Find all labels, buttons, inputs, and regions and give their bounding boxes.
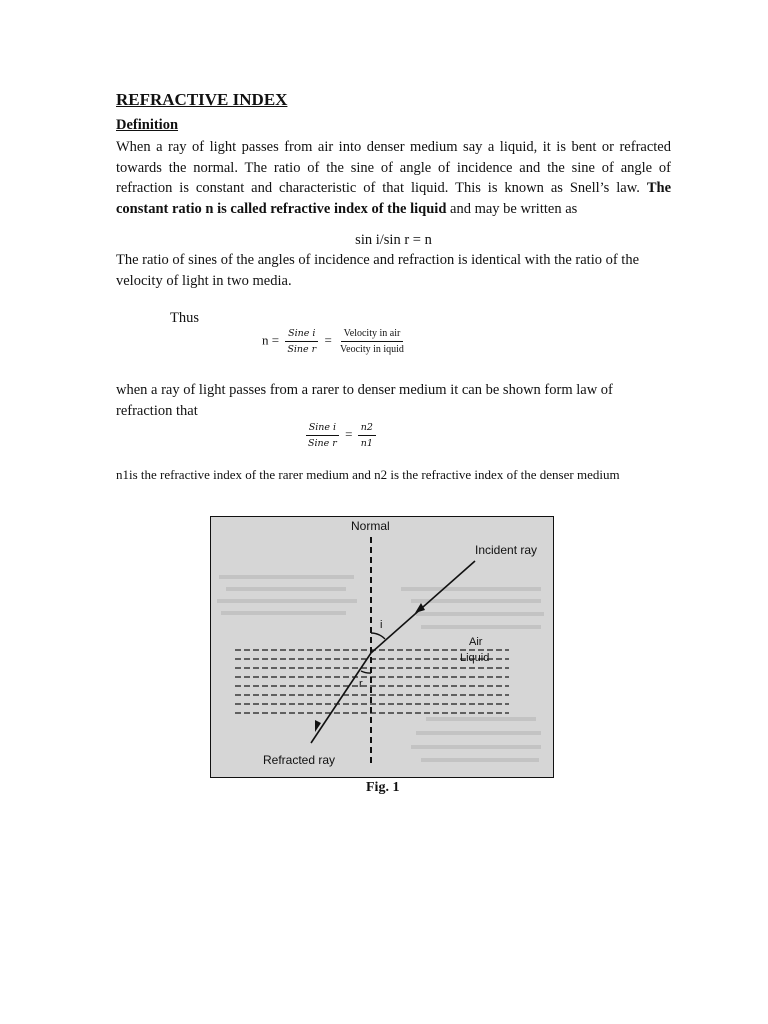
air-label: Air: [469, 636, 483, 648]
para1-text-after: and may be written as: [446, 200, 578, 217]
incident-ray-label: Incident ray: [475, 543, 538, 557]
definition-heading: Definition: [116, 117, 179, 133]
eq1-velocity-denominator: Veocity in iquid: [340, 344, 404, 355]
eq1-equals: =: [324, 332, 332, 348]
angle-r-arc: [361, 671, 371, 673]
thus-label: Thus: [170, 310, 199, 326]
definition-paragraph: [116, 137, 671, 219]
incident-arrowhead: [415, 603, 425, 613]
angle-r-label: r: [359, 678, 363, 690]
eq2-n-denominator: n1: [360, 438, 373, 449]
n-ratio-equation: [303, 421, 378, 450]
eq2-sine-numerator: Sine i: [306, 421, 339, 436]
liquid-label: Liquid: [460, 652, 490, 664]
eq2-sine-denominator: Sine r: [308, 438, 337, 449]
refraction-diagram: [211, 517, 552, 776]
refractive-index-equation: [262, 327, 409, 356]
angle-i-arc: [371, 633, 385, 639]
figure-labels: [263, 519, 537, 767]
eq2-n-fraction: [358, 421, 376, 450]
refractive-index-note: n1is the refractive index of the rarer medium and n2 is the refractive index of the denser medium: [116, 467, 620, 482]
rarer-denser-paragraph: when a ray of light passes from a rarer to denser medium it can be shown form law of refraction that: [116, 382, 613, 419]
eq1-sine-denominator: Sine r: [287, 344, 317, 355]
normal-label: Normal: [351, 519, 390, 533]
eq1-lhs: n =: [262, 332, 280, 348]
angle-i-label: i: [380, 619, 383, 631]
figure-caption: Fig. 1: [366, 780, 400, 795]
velocity-ratio-paragraph: The ratio of sines of the angles of incidence and refraction is identical with the ratio of the velocity of light in two media.: [116, 252, 640, 289]
eq1-sine-fraction: [284, 327, 319, 356]
eq1-sine-numerator: Sine i: [285, 327, 318, 342]
eq2-n-numerator: n2: [358, 421, 376, 436]
refracted-ray: [311, 653, 371, 743]
page-title: REFRACTIVE INDEX: [116, 90, 288, 109]
eq1-velocity-fraction: [337, 327, 407, 356]
snell-equation: sin i/sin r = n: [355, 232, 432, 248]
eq2-sine-fraction: [305, 421, 340, 450]
eq2-equals: =: [345, 426, 353, 442]
para1-text-before: When a ray of light passes from air into denser medium say a liquid, it is bent or refracted towards the normal. The ratio of the sine of angle of incidence and the sine of angle of refraction is constant and characteristic of that liquid. This is known as Snell’s law.: [116, 139, 671, 196]
para1-bold-text: The constant ratio n is called refractive index of the liquid: [116, 180, 671, 217]
refracted-ray-label: Refracted ray: [263, 753, 336, 767]
eq1-velocity-numerator: Velocity in air: [341, 327, 404, 342]
refraction-figure: [210, 516, 554, 778]
